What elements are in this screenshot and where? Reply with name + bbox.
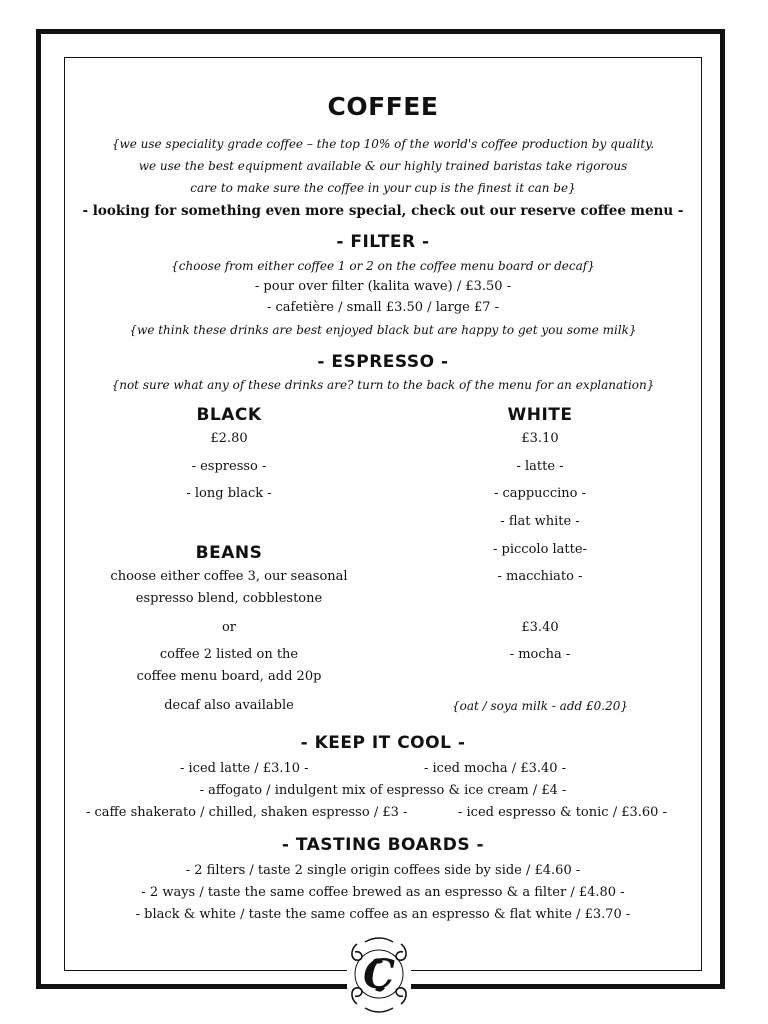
white-item-latte: - latte - — [516, 459, 564, 474]
filter-note: {choose from either coffee 1 or 2 on the coffee menu board or decaf} — [171, 259, 595, 273]
cool-item-shakerato: - caffe shakerato / chilled, shaken espresso / £3 - — [86, 805, 408, 820]
tasting-item-2-ways: - 2 ways / taste the same coffee brewed as an espresso & a filter / £4.80 - — [141, 885, 625, 900]
filter-item-cafetiere: - cafetière / small £3.50 / large £7 - — [266, 300, 500, 315]
beans-line-3: coffee 2 listed on the — [159, 647, 299, 662]
beans-heading: BEANS — [195, 543, 263, 563]
white-item-flat-white: - flat white - — [500, 514, 580, 529]
white-price-2: £3.40 — [521, 620, 559, 635]
black-heading: BLACK — [196, 405, 262, 425]
tasting-heading: - TASTING BOARDS - — [281, 835, 485, 855]
white-heading: WHITE — [507, 405, 573, 425]
black-item-espresso: - espresso - — [191, 459, 267, 474]
menu-title: COFFEE — [327, 92, 439, 121]
white-item-mocha: - mocha - — [509, 647, 571, 662]
espresso-heading: - ESPRESSO - — [317, 352, 449, 372]
ornate-c-monogram-icon — [343, 930, 415, 1018]
keep-cool-heading: - KEEP IT COOL - — [300, 733, 466, 753]
white-item-piccolo: - piccolo latte- — [493, 542, 587, 557]
white-item-macchiato: - macchiato - — [497, 569, 583, 584]
espresso-note: {not sure what any of these drinks are? turn to the back of the menu for an explanation} — [111, 378, 655, 392]
cool-item-iced-mocha: - iced mocha / £3.40 - — [424, 761, 567, 776]
beans-line-1: choose either coffee 3, our seasonal — [110, 569, 348, 584]
intro-line-3: care to make sure the coffee in your cup is the finest it can be} — [190, 181, 576, 195]
cool-item-iced-latte: - iced latte / £3.10 - — [180, 761, 309, 776]
beans-decaf: decaf also available — [164, 698, 294, 713]
milk-alt-note: {oat / soya milk - add £0.20} — [452, 699, 628, 713]
reserve-menu-note: - looking for something even more special, check out our reserve coffee menu - — [82, 203, 684, 219]
white-item-cappuccino: - cappuccino - — [493, 486, 586, 501]
beans-or: or — [221, 620, 237, 635]
beans-line-4: coffee menu board, add 20p — [136, 669, 322, 684]
tasting-item-2-filters: - 2 filters / taste 2 single origin coffees side by side / £4.60 - — [185, 863, 581, 878]
tasting-item-black-white: - black & white / taste the same coffee as an espresso & flat white / £3.70 - — [135, 907, 631, 922]
filter-item-pour-over: - pour over filter (kalita wave) / £3.50 - — [254, 279, 512, 294]
intro-line-1: {we use speciality grade coffee – the top 10% of the world's coffee production by quality. — [111, 137, 655, 151]
white-price: £3.10 — [521, 431, 559, 446]
black-price: £2.80 — [210, 431, 248, 446]
filter-milk-note: {we think these drinks are best enjoyed black but are happy to get you some milk} — [129, 323, 637, 337]
black-item-long-black: - long black - — [186, 486, 272, 501]
cool-item-espresso-tonic: - iced espresso & tonic / £3.60 - — [458, 805, 667, 820]
logo-letter: C — [363, 951, 395, 998]
filter-heading: - FILTER - — [336, 232, 430, 252]
cool-item-affogato: - affogato / indulgent mix of espresso & ice cream / £4 - — [199, 783, 567, 798]
beans-line-2: espresso blend, cobblestone — [135, 591, 323, 606]
intro-line-2: we use the best equipment available & our highly trained baristas take rigorous — [138, 159, 628, 173]
